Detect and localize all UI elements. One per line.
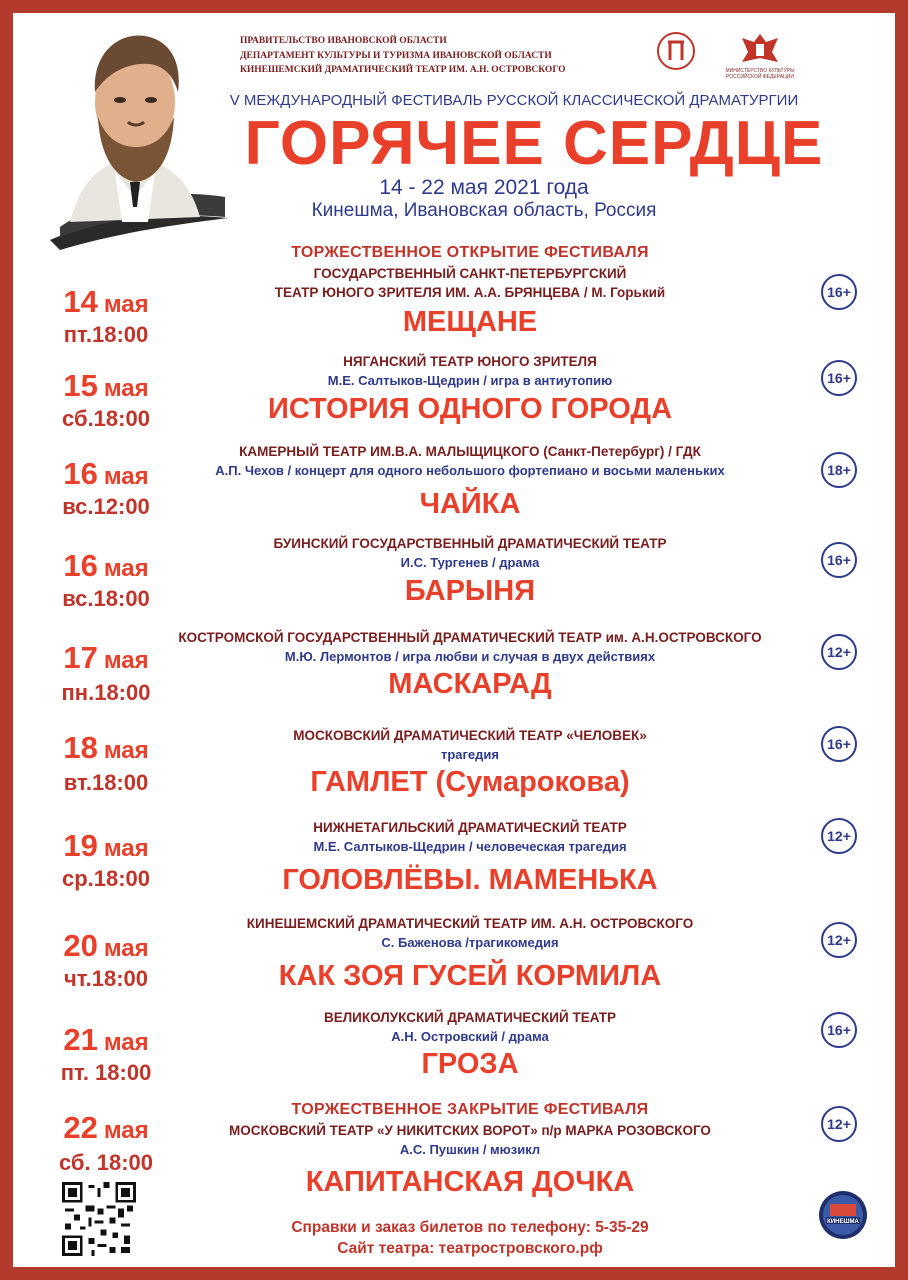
event-8-line-2: С. Баженова /трагикомедия: [381, 935, 559, 950]
event-7-age-badge: 12+: [821, 818, 857, 854]
event-7-line-1: НИЖНЕТАГИЛЬСКИЙ ДРАМАТИЧЕСКИЙ ТЕАТР: [313, 820, 627, 835]
event-9-line-1: ВЕЛИКОЛУКСКИЙ ДРАМАТИЧЕСКИЙ ТЕАТР: [323, 1010, 617, 1025]
event-4-time: вс.18:00: [62, 586, 150, 611]
event-8-age-badge: 12+: [821, 922, 857, 958]
event-day: 19: [63, 828, 98, 863]
event-5-line-1: КОСТРОМСКОЙ ГОСУДАРСТВЕННЫЙ ДРАМАТИЧЕСКИЙ ТЕАТР им. А.Н.ОСТРОВСКОГО: [178, 630, 762, 645]
event-6-play: ГАМЛЕТ (Сумарокова): [310, 766, 630, 798]
event-day: 20: [63, 928, 98, 963]
event-6-time: вт.18:00: [63, 770, 149, 795]
kineshma-city-logo-icon: [818, 1190, 868, 1240]
event-10-line-2: МОСКОВСКИЙ ТЕАТР «У НИКИТСКИХ ВОРОТ» п/р МАРКА РОЗОВСКОГО: [229, 1123, 711, 1138]
event-3-age-badge: 18+: [821, 452, 857, 488]
event-4-line-2: И.С. Тургенев / драма: [400, 555, 540, 570]
event-month: мая: [103, 291, 149, 318]
event-10-line-1: ТОРЖЕСТВЕННОЕ ЗАКРЫТИЕ ФЕСТИВАЛЯ: [291, 1101, 649, 1118]
event-1-line-1: ТОРЖЕСТВЕННОЕ ОТКРЫТИЕ ФЕСТИВАЛЯ: [291, 244, 649, 261]
event-3-line-1: КАМЕРНЫЙ ТЕАТР ИМ.В.А. МАЛЫЩИЦКОГО (Санкт-Петербург) / ГДК: [239, 444, 701, 459]
event-2-line-1: НЯГАНСКИЙ ТЕАТР ЮНОГО ЗРИТЕЛЯ: [343, 354, 597, 369]
event-day: 14: [63, 284, 98, 319]
qr-code-icon: [62, 1182, 136, 1256]
event-month: мая: [103, 737, 149, 764]
event-6-line-1: МОСКОВСКИЙ ДРАМАТИЧЕСКИЙ ТЕАТР «ЧЕЛОВЕК»: [293, 728, 647, 743]
city-logo-label: КИНЕШМА: [827, 1219, 859, 1225]
event-5-play: МАСКАРАД: [388, 668, 552, 700]
ticket-phone-line: Справки и заказ билетов по телефону: 5-35-29: [291, 1219, 649, 1236]
event-day: 22: [63, 1110, 98, 1145]
festival-dates: 14 - 22 мая 2021 года: [379, 176, 589, 199]
event-10-time: сб. 18:00: [58, 1150, 154, 1175]
event-5-line-2: М.Ю. Лермонтов / игра любви и случая в двух действиях: [284, 649, 656, 664]
festival-title: ГОРЯЧЕЕ СЕРДЦЕ: [244, 109, 824, 178]
event-7-time: ср.18:00: [61, 866, 151, 891]
event-8-time: чт.18:00: [64, 966, 148, 991]
event-1-play: МЕЩАНЕ: [402, 306, 538, 338]
event-9-line-2: А.Н. Островский / драма: [391, 1029, 549, 1044]
event-month: мая: [103, 935, 149, 962]
event-8-play: КАК ЗОЯ ГУСЕЙ КОРМИЛА: [278, 960, 662, 992]
event-1-line-3: ТЕАТР ЮНОГО ЗРИТЕЛЯ ИМ. А.А. БРЯНЦЕВА / М. Горький: [274, 285, 666, 300]
event-day: 16: [63, 456, 98, 491]
event-5-time: пн.18:00: [61, 680, 151, 705]
event-month: мая: [103, 1029, 149, 1056]
event-2-line-2: М.Е. Салтыков-Щедрин / игра в антиутопию: [327, 373, 613, 388]
event-3-time: вс.12:00: [62, 494, 150, 519]
event-day: 21: [63, 1022, 98, 1057]
event-7-line-2: М.Е. Салтыков-Щедрин / человеческая трагедия: [313, 839, 627, 854]
event-4-play: БАРЫНЯ: [404, 575, 536, 607]
event-month: мая: [103, 835, 149, 862]
event-day: 15: [63, 368, 98, 403]
event-month: мая: [103, 1117, 149, 1144]
event-10-age-badge: 12+: [821, 1106, 857, 1142]
event-1-time: пт.18:00: [63, 322, 149, 347]
event-10-line-3: А.С. Пушкин / мюзикл: [399, 1142, 541, 1157]
event-3-line-2: А.П. Чехов / концерт для одного небольшого фортепиано и восьми маленьких: [215, 463, 725, 478]
event-10-play: КАПИТАНСКАЯ ДОЧКА: [305, 1166, 635, 1198]
event-month: мая: [103, 555, 149, 582]
event-9-play: ГРОЗА: [421, 1048, 519, 1080]
event-2-time: сб.18:00: [62, 406, 150, 431]
event-month: мая: [103, 375, 149, 402]
event-3-play: ЧАЙКА: [419, 488, 521, 520]
event-9-time: пт. 18:00: [60, 1060, 152, 1085]
event-2-play: ИСТОРИЯ ОДНОГО ГОРОДА: [267, 393, 673, 425]
org-line-3: КИНЕШЕМСКИЙ ДРАМАТИЧЕСКИЙ ТЕАТР ИМ. А.Н. ОСТРОВСКОГО: [240, 65, 566, 75]
event-4-age-badge: 16+: [821, 542, 857, 578]
theatre-site-line: Сайт театра: театростровского.рф: [337, 1240, 603, 1257]
theatre-union-logo-icon: [655, 30, 697, 72]
event-5-age-badge: 12+: [821, 634, 857, 670]
event-2-age-badge: 16+: [821, 360, 857, 396]
event-1-line-2: ГОСУДАРСТВЕННЫЙ САНКТ-ПЕТЕРБУРГСКИЙ: [313, 266, 627, 281]
event-6-line-2: трагедия: [440, 747, 499, 762]
festival-subtitle: V МЕЖДУНАРОДНЫЙ ФЕСТИВАЛЬ РУССКОЙ КЛАССИЧЕСКОЙ ДРАМАТУРГИИ: [229, 92, 799, 109]
event-9-age-badge: 16+: [821, 1012, 857, 1048]
org-line-2: ДЕПАРТАМЕНТ КУЛЬТУРЫ И ТУРИЗМА ИВАНОВСКОЙ ОБЛАСТИ: [240, 51, 552, 61]
event-month: мая: [103, 647, 149, 674]
event-6-age-badge: 16+: [821, 726, 857, 762]
event-day: 17: [63, 640, 98, 675]
event-month: мая: [103, 463, 149, 490]
event-day: 18: [63, 730, 98, 765]
event-day: 16: [63, 548, 98, 583]
festival-place: Кинешма, Ивановская область, Россия: [311, 200, 657, 221]
org-line-1: ПРАВИТЕЛЬСТВО ИВАНОВСКОЙ ОБЛАСТИ: [240, 36, 447, 46]
event-1-age-badge: 16+: [821, 274, 857, 310]
event-7-play: ГОЛОВЛЁВЫ. МАМЕНЬКА: [282, 864, 658, 896]
event-8-line-1: КИНЕШЕМСКИЙ ДРАМАТИЧЕСКИЙ ТЕАТР ИМ. А.Н. ОСТРОВСКОГО: [246, 916, 694, 931]
ministry-caption: МИНИСТЕРСТВО КУЛЬТУРЫ РОССИЙСКОЙ ФЕДЕРАЦИИ: [725, 68, 795, 80]
event-4-line-1: БУИНСКИЙ ГОСУДАРСТВЕННЫЙ ДРАМАТИЧЕСКИЙ ТЕАТР: [273, 536, 667, 551]
